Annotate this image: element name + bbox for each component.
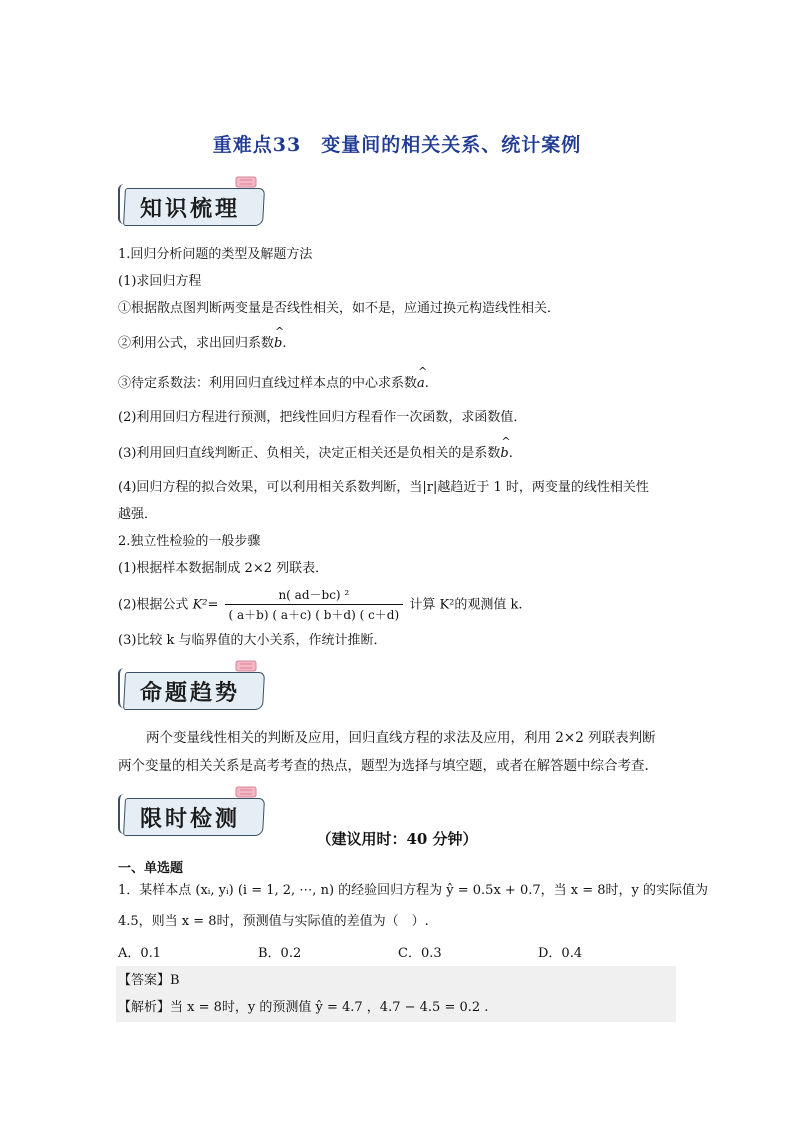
clip-icon [234,174,258,190]
knowledge-sub-2: (2)利用回归方程进行预测，把线性回归方程看作一次函数，求函数值． [118,410,527,425]
answer-text: 【答案】B [118,973,180,988]
knowledge-sub-1: (1)求回归方程 [118,274,202,289]
section-banner-knowledge [118,180,266,226]
section-banner-trend [118,664,266,710]
knowledge-step-2 [118,586,523,624]
item-text: ③待定系数法：利用回归直线过样本点的中心求系数 [118,376,418,391]
coefficient-a: ^ a [417,375,425,393]
banner-label: 命题趋势 [140,680,241,706]
clip-icon [234,658,258,674]
page-title: 重难点33 变量间的相关关系、统计案例 [212,134,582,156]
question-1-line-2: 4.5，则当 x = 8时，预测值与实际值的差值为（ ）. [118,914,429,929]
banner-label: 知识梳理 [140,196,241,222]
item-text-post: 计算 K²的观测值 k. [409,597,523,613]
trend-line-1: 两个变量线性相关的判断及应用，回归直线方程的求法及应用，利用 2×2 列联表判断 [146,730,656,746]
question-1-line-1: 1．某样本点 (xᵢ, yᵢ) (i = 1, 2, ⋯, n) 的经验回归方程为 ŷ = 0.5x + 0.7，当 x = 8时，y 的实际值为 [118,883,708,898]
time-suggestion: （建议用时：40 分钟） [316,830,478,848]
analysis-text: 【解析】当 x = 8时，y 的预测值 ŷ = 4.7 ，4.7 − 4.5 = 0.2 . [118,1000,489,1015]
item-text: ②利用公式，求出回归系数 [118,336,275,351]
knowledge-step-3: (3)比较 k 与临界值的大小关系，作统计推断． [118,633,387,648]
item-text: (2)根据公式 [118,597,189,613]
banner-label: 限时检测 [140,806,241,832]
choice-d[interactable]: D．0.4 [538,946,583,961]
knowledge-item-1: ①根据散点图判断两变量是否线性相关，如不是，应通过换元构造线性相关． [118,301,561,316]
choice-b[interactable]: B．0.2 [258,946,302,961]
fraction-denominator: ( a＋b) ( a＋c) ( b＋d) ( c＋d) [228,608,400,622]
fraction-numerator: n( ad－bc) ² [225,586,404,605]
knowledge-sub-4a: (4)回归方程的拟合效果，可以利用相关系数判断，当|r|越趋近于 1 时，两变量的线性相关性 [118,480,649,495]
choice-c[interactable]: C．0.3 [398,946,442,961]
knowledge-item-3: ③待定系数法：利用回归直线过样本点的中心求系数^ a. [118,375,429,393]
choice-a[interactable]: A．0.1 [118,946,162,961]
knowledge-step-1: (1)根据样本数据制成 2×2 列联表． [118,561,329,576]
section-heading: 一、单选题 [118,861,184,876]
coefficient-b: ^ b [500,445,508,463]
knowledge-sub-4b: 越强． [118,507,158,522]
formula-k2: K²= [192,597,219,613]
knowledge-heading-1: 1.回归分析问题的类型及解题方法 [118,247,313,262]
trend-line-2: 两个变量的相关关系是高考考查的热点，题型为选择与填空题，或者在解答题中综合考查. [118,758,649,774]
formula-fraction [225,586,404,624]
clip-icon [234,784,258,800]
coefficient-b: ^ b [274,335,282,353]
knowledge-item-2: ②利用公式，求出回归系数^ b. [118,335,286,353]
knowledge-heading-2: 2.独立性检验的一般步骤 [118,534,261,549]
item-text: (3)利用回归直线判断正、负相关，决定正相关还是负相关的是系数 [118,446,501,461]
answer-box [116,966,676,1022]
knowledge-sub-3: (3)利用回归直线判断正、负相关，决定正相关还是负相关的是系数^ b. [118,445,513,463]
